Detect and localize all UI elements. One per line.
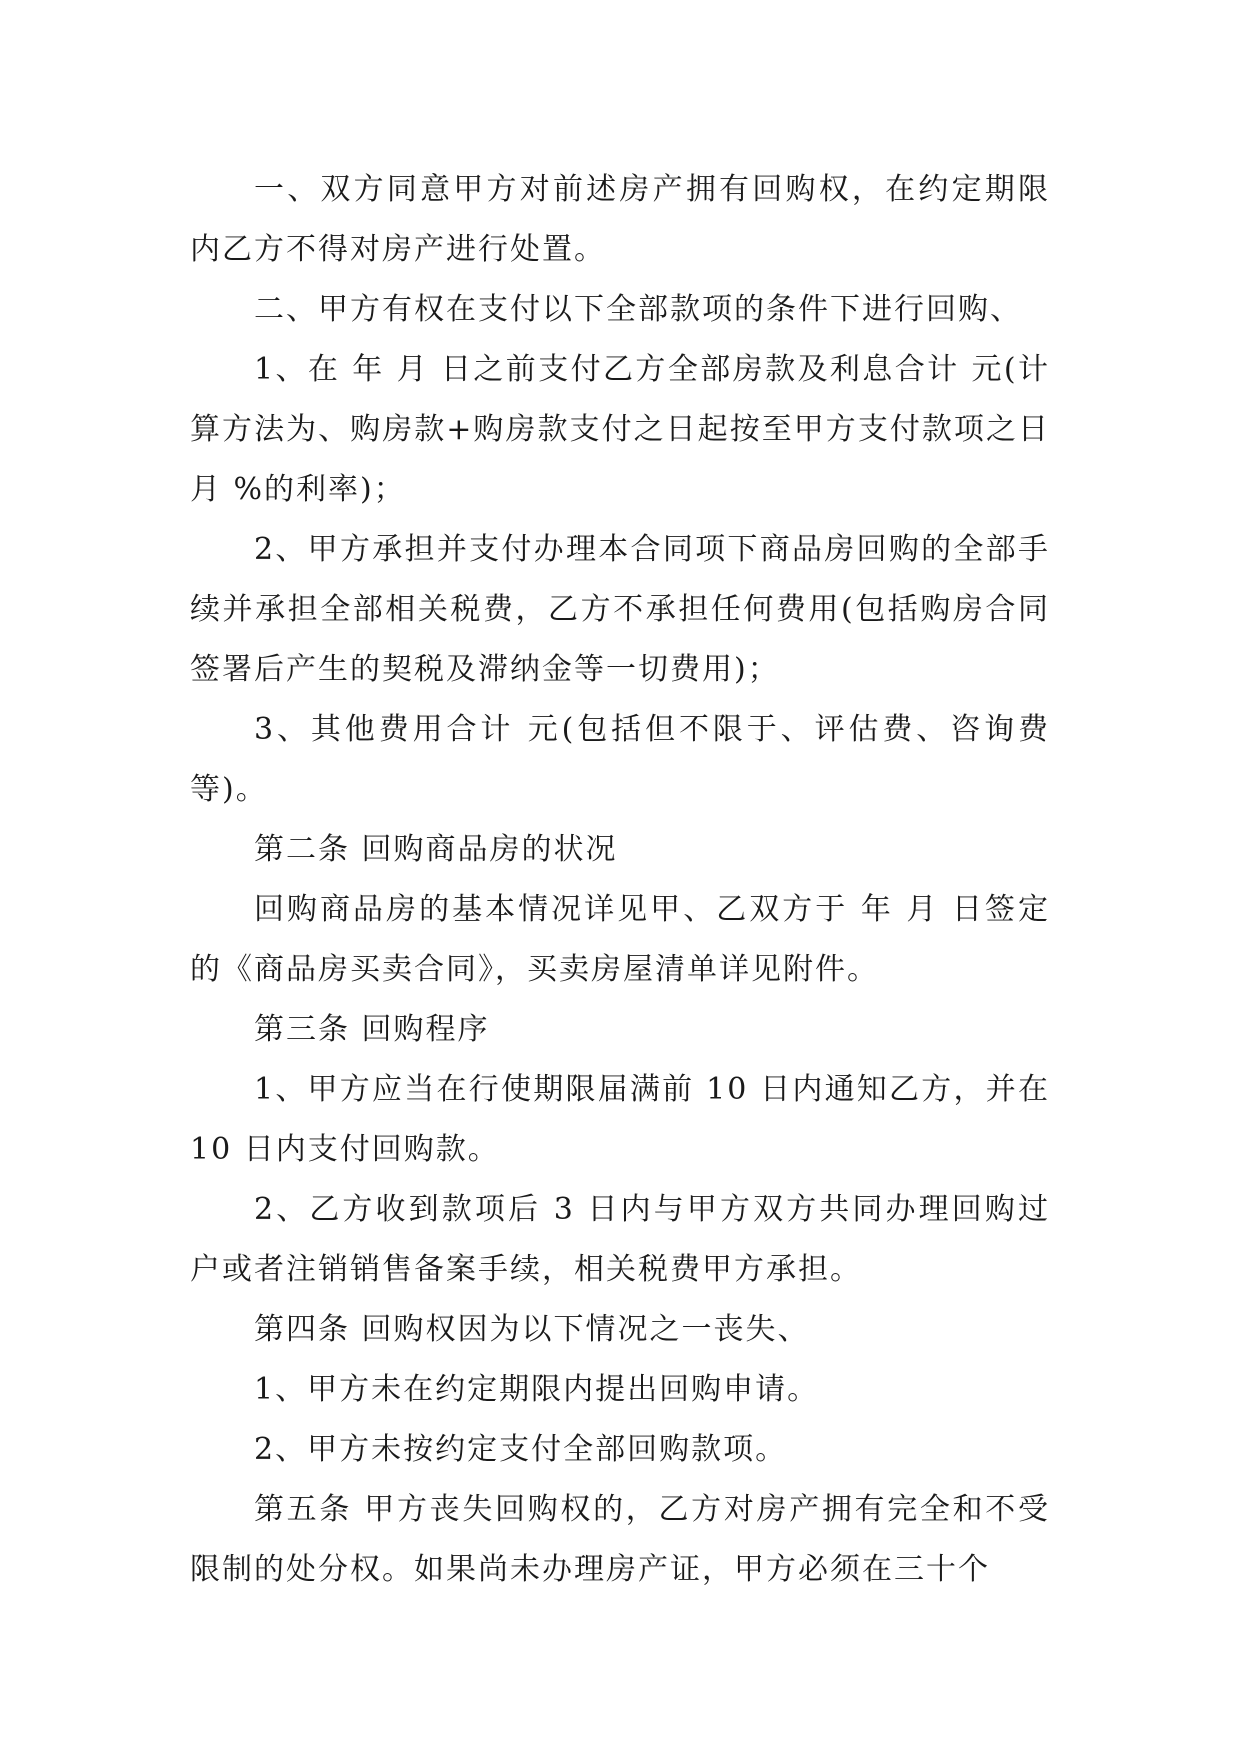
section-heading-article-3: 第三条 回购程序 xyxy=(254,1012,490,1047)
section-heading-article-4: 第四条 回购权因为以下情况之一丧失、 xyxy=(254,1312,810,1347)
section-heading-article-2: 第二条 回购商品房的状况 xyxy=(254,832,618,867)
paragraph-clause-2: 二、甲方有权在支付以下全部款项的条件下进行回购、 xyxy=(254,292,1022,327)
paragraph-property-status: 回购商品房的基本情况详见甲、乙双方于 年 月 日签定的《商品房买卖合同》，买卖房屋清单详见附件。 xyxy=(190,892,1050,987)
paragraph-article-5: 第五条 甲方丧失回购权的，乙方对房产拥有完全和不受限制的处分权。如果尚未办理房产证，甲方必须在三十个 xyxy=(190,1492,1050,1587)
paragraph-item-2-fees: 2、甲方承担并支付办理本合同项下商品房回购的全部手续并承担全部相关税费，乙方不承担任何费用(包括购房合同签署后产生的契税及滞纳金等一切费用)； xyxy=(190,532,1050,687)
paragraph-procedure-2: 2、乙方收到款项后 3 日内与甲方双方共同办理回购过户或者注销销售备案手续，相关税费甲方承担。 xyxy=(190,1192,1050,1287)
document-body xyxy=(190,160,1050,1600)
paragraph-item-3-other-fees: 3、其他费用合计 元(包括但不限于、评估费、咨询费等)。 xyxy=(190,712,1050,807)
paragraph-loss-1: 1、甲方未在约定期限内提出回购申请。 xyxy=(254,1372,820,1407)
paragraph-procedure-1: 1、甲方应当在行使期限届满前 10 日内通知乙方，并在 10 日内支付回购款。 xyxy=(190,1072,1050,1167)
paragraph-clause-1: 一、双方同意甲方对前述房产拥有回购权，在约定期限内乙方不得对房产进行处置。 xyxy=(190,172,1050,267)
paragraph-item-1-payment: 1、在 年 月 日之前支付乙方全部房款及利息合计 元(计算方法为、购房款+购房款支付之日起按至甲方支付款项之日月 %的利率)； xyxy=(190,352,1050,507)
paragraph-loss-2: 2、甲方未按约定支付全部回购款项。 xyxy=(254,1432,788,1467)
